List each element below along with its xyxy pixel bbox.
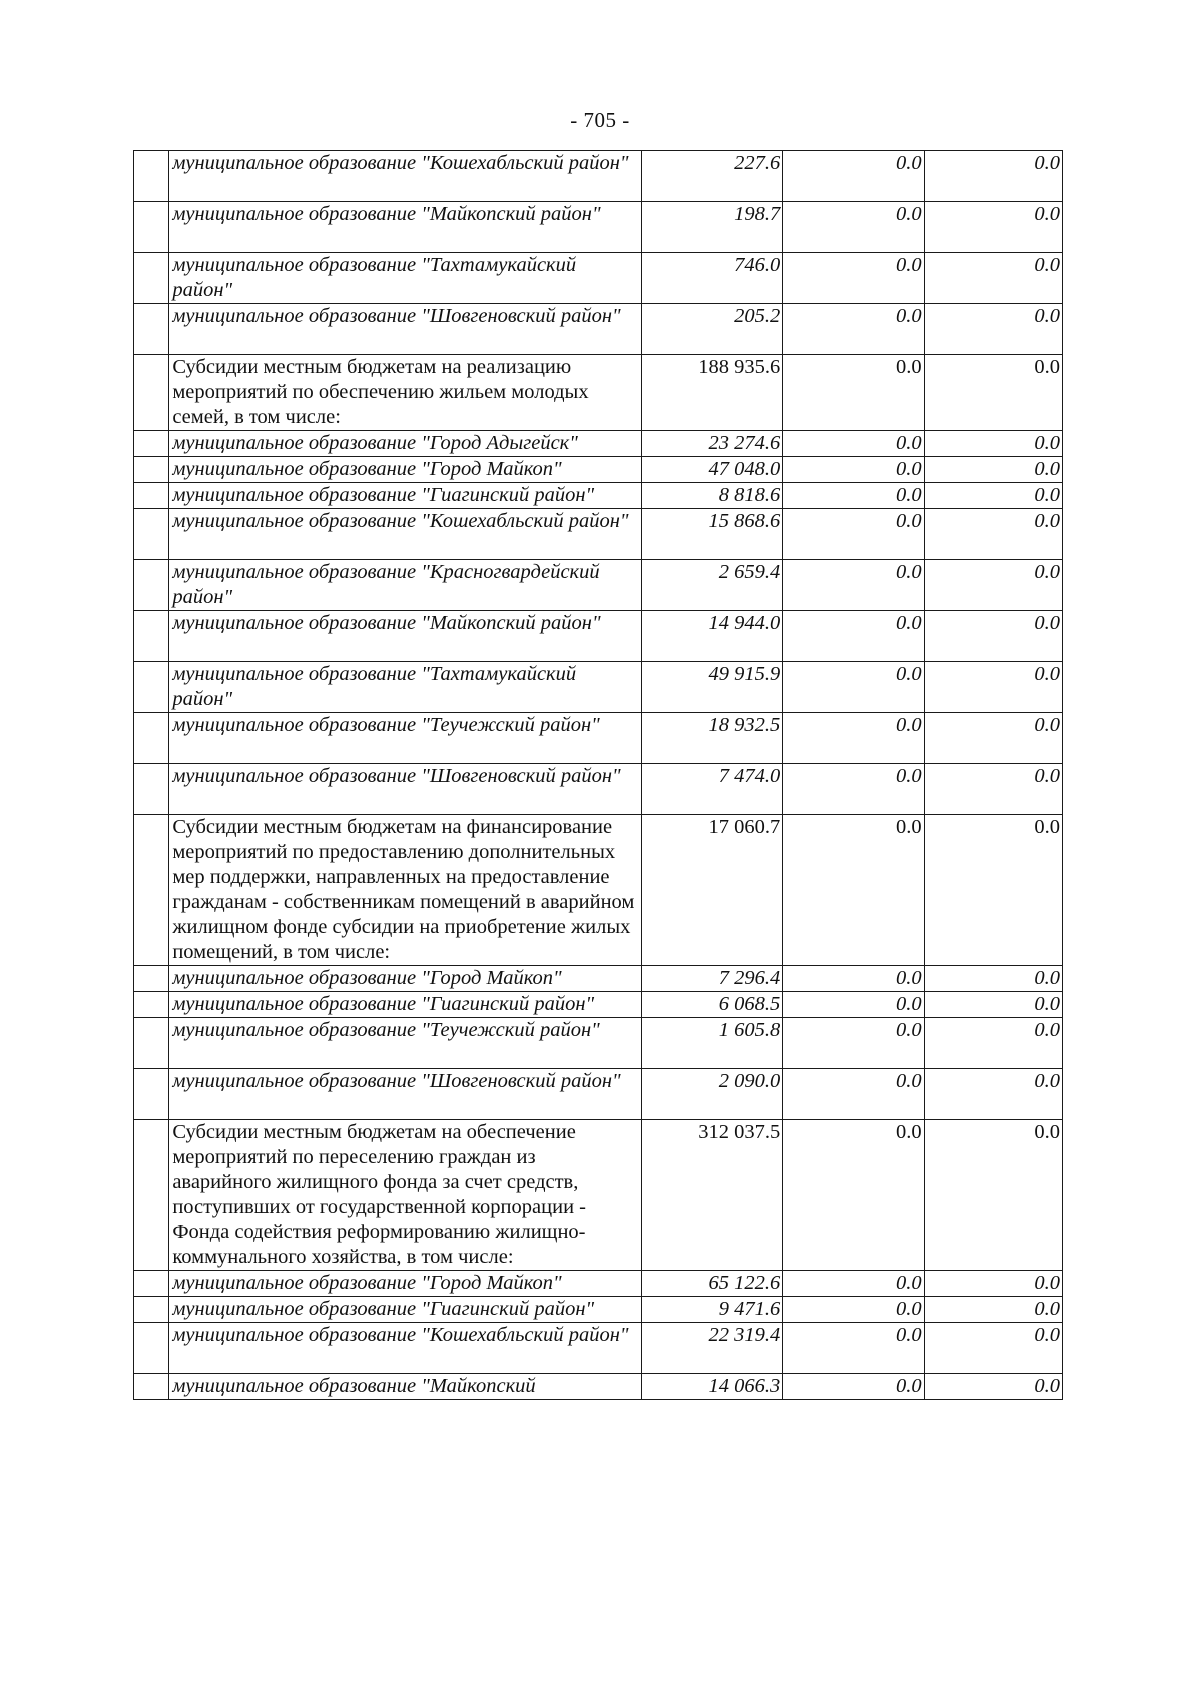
table-row: [134, 1069, 1063, 1120]
row-value-cell-3: 0.0: [924, 457, 1062, 483]
row-value-cell-1: 15 868.6: [641, 509, 782, 560]
row-name-cell: муниципальное образование "Шовгеновский район": [169, 304, 642, 355]
row-index-cell: [134, 431, 169, 457]
table-row: [134, 304, 1063, 355]
row-name-cell: муниципальное образование "Город Майкоп": [169, 457, 642, 483]
row-index-cell: [134, 457, 169, 483]
row-value-cell-1: 47 048.0: [641, 457, 782, 483]
row-value-cell-1: 312 037.5: [641, 1120, 782, 1271]
row-value-cell-1: 7 296.4: [641, 966, 782, 992]
row-name-cell: муниципальное образование "Тахтамукайский район": [169, 662, 642, 713]
row-name-cell: Субсидии местным бюджетам на финансирование мероприятий по предоставлению дополнительных мер поддержки, направленных на предоставление гражданам - собственникам помещений в аварийном жилищном фонде субсидии на приобретение жилых помещений, в том числе:: [169, 815, 642, 966]
row-value-cell-3: 0.0: [924, 1018, 1062, 1069]
row-value-cell-3: 0.0: [924, 304, 1062, 355]
table-row: [134, 457, 1063, 483]
row-value-cell-3: 0.0: [924, 560, 1062, 611]
row-value-cell-3: 0.0: [924, 355, 1062, 431]
row-name-cell: муниципальное образование "Город Адыгейск": [169, 431, 642, 457]
row-value-cell-1: 7 474.0: [641, 764, 782, 815]
row-value-cell-2: 0.0: [783, 662, 924, 713]
row-value-cell-1: 227.6: [641, 151, 782, 202]
row-value-cell-2: 0.0: [783, 611, 924, 662]
row-value-cell-1: 17 060.7: [641, 815, 782, 966]
row-value-cell-2: 0.0: [783, 713, 924, 764]
row-value-cell-2: 0.0: [783, 1069, 924, 1120]
row-value-cell-2: 0.0: [783, 560, 924, 611]
row-value-cell-3: 0.0: [924, 966, 1062, 992]
row-index-cell: [134, 509, 169, 560]
row-name-cell: муниципальное образование "Гиагинский район": [169, 992, 642, 1018]
row-name-cell: муниципальное образование "Шовгеновский район": [169, 764, 642, 815]
row-value-cell-2: 0.0: [783, 483, 924, 509]
row-index-cell: [134, 1374, 169, 1400]
row-value-cell-3: 0.0: [924, 1297, 1062, 1323]
row-index-cell: [134, 1271, 169, 1297]
row-name-cell: муниципальное образование "Тахтамукайский район": [169, 253, 642, 304]
table-row: [134, 764, 1063, 815]
table-row: [134, 1120, 1063, 1271]
table-row: [134, 713, 1063, 764]
row-value-cell-2: 0.0: [783, 1374, 924, 1400]
budget-table: [133, 150, 1063, 1400]
row-value-cell-3: 0.0: [924, 815, 1062, 966]
table-row: [134, 1374, 1063, 1400]
row-value-cell-2: 0.0: [783, 509, 924, 560]
row-value-cell-2: 0.0: [783, 1120, 924, 1271]
table-row: [134, 560, 1063, 611]
row-index-cell: [134, 764, 169, 815]
row-value-cell-3: 0.0: [924, 611, 1062, 662]
row-value-cell-2: 0.0: [783, 253, 924, 304]
row-value-cell-1: 22 319.4: [641, 1323, 782, 1374]
row-value-cell-2: 0.0: [783, 151, 924, 202]
table-row: [134, 253, 1063, 304]
row-index-cell: [134, 1120, 169, 1271]
row-name-cell: муниципальное образование "Гиагинский район": [169, 483, 642, 509]
row-value-cell-1: 18 932.5: [641, 713, 782, 764]
row-value-cell-2: 0.0: [783, 202, 924, 253]
row-value-cell-3: 0.0: [924, 713, 1062, 764]
row-name-cell: муниципальное образование "Теучежский район": [169, 713, 642, 764]
row-value-cell-2: 0.0: [783, 1297, 924, 1323]
table-row: [134, 1323, 1063, 1374]
table-row: [134, 202, 1063, 253]
row-index-cell: [134, 483, 169, 509]
table-row: [134, 1297, 1063, 1323]
row-value-cell-1: 6 068.5: [641, 992, 782, 1018]
row-value-cell-3: 0.0: [924, 662, 1062, 713]
table-row: [134, 815, 1063, 966]
row-value-cell-3: 0.0: [924, 483, 1062, 509]
row-value-cell-2: 0.0: [783, 815, 924, 966]
row-index-cell: [134, 662, 169, 713]
row-value-cell-3: 0.0: [924, 1323, 1062, 1374]
row-index-cell: [134, 815, 169, 966]
table-row: [134, 1271, 1063, 1297]
table-row: [134, 966, 1063, 992]
table-row: [134, 151, 1063, 202]
table-row: [134, 509, 1063, 560]
row-value-cell-1: 14 066.3: [641, 1374, 782, 1400]
table-row: [134, 483, 1063, 509]
row-value-cell-3: 0.0: [924, 1120, 1062, 1271]
row-value-cell-2: 0.0: [783, 992, 924, 1018]
row-index-cell: [134, 304, 169, 355]
row-index-cell: [134, 1018, 169, 1069]
table-body: [134, 151, 1063, 1400]
row-value-cell-3: 0.0: [924, 509, 1062, 560]
table-row: [134, 662, 1063, 713]
row-name-cell: муниципальное образование "Теучежский район": [169, 1018, 642, 1069]
row-index-cell: [134, 253, 169, 304]
row-value-cell-3: 0.0: [924, 1069, 1062, 1120]
row-name-cell: муниципальное образование "Кошехабльский район": [169, 1323, 642, 1374]
row-value-cell-3: 0.0: [924, 151, 1062, 202]
row-value-cell-1: 2 659.4: [641, 560, 782, 611]
table-row: [134, 431, 1063, 457]
row-name-cell: Субсидии местным бюджетам на обеспечение мероприятий по переселению граждан из аварийного жилищного фонда за счет средств, поступивших от государственной корпорации - Фонда содействия реформированию жилищно-коммунального хозяйства, в том числе:: [169, 1120, 642, 1271]
table-row: [134, 355, 1063, 431]
table-row: [134, 1018, 1063, 1069]
row-name-cell: муниципальное образование "Гиагинский район": [169, 1297, 642, 1323]
row-value-cell-2: 0.0: [783, 764, 924, 815]
row-value-cell-2: 0.0: [783, 431, 924, 457]
row-value-cell-1: 8 818.6: [641, 483, 782, 509]
row-index-cell: [134, 611, 169, 662]
row-value-cell-2: 0.0: [783, 355, 924, 431]
row-index-cell: [134, 560, 169, 611]
row-value-cell-3: 0.0: [924, 1271, 1062, 1297]
row-name-cell: муниципальное образование "Кошехабльский район": [169, 151, 642, 202]
table-row: [134, 611, 1063, 662]
row-value-cell-1: 2 090.0: [641, 1069, 782, 1120]
row-index-cell: [134, 1323, 169, 1374]
row-index-cell: [134, 355, 169, 431]
row-name-cell: Субсидии местным бюджетам на реализацию мероприятий по обеспечению жильем молодых семей, в том числе:: [169, 355, 642, 431]
row-index-cell: [134, 1297, 169, 1323]
row-name-cell: муниципальное образование "Майкопский: [169, 1374, 642, 1400]
row-value-cell-3: 0.0: [924, 1374, 1062, 1400]
row-index-cell: [134, 202, 169, 253]
row-value-cell-1: 746.0: [641, 253, 782, 304]
row-name-cell: муниципальное образование "Майкопский район": [169, 611, 642, 662]
row-name-cell: муниципальное образование "Красногвардейский район": [169, 560, 642, 611]
row-value-cell-3: 0.0: [924, 202, 1062, 253]
row-name-cell: муниципальное образование "Майкопский район": [169, 202, 642, 253]
page-number: - 705 -: [570, 108, 630, 132]
row-value-cell-2: 0.0: [783, 1018, 924, 1069]
row-name-cell: муниципальное образование "Город Майкоп": [169, 1271, 642, 1297]
row-value-cell-1: 198.7: [641, 202, 782, 253]
row-value-cell-1: 205.2: [641, 304, 782, 355]
row-value-cell-1: 49 915.9: [641, 662, 782, 713]
row-value-cell-1: 188 935.6: [641, 355, 782, 431]
row-value-cell-1: 9 471.6: [641, 1297, 782, 1323]
row-index-cell: [134, 966, 169, 992]
row-name-cell: муниципальное образование "Город Майкоп": [169, 966, 642, 992]
row-value-cell-2: 0.0: [783, 1271, 924, 1297]
row-value-cell-2: 0.0: [783, 457, 924, 483]
row-value-cell-3: 0.0: [924, 764, 1062, 815]
row-index-cell: [134, 992, 169, 1018]
row-index-cell: [134, 1069, 169, 1120]
row-value-cell-1: 1 605.8: [641, 1018, 782, 1069]
row-name-cell: муниципальное образование "Шовгеновский район": [169, 1069, 642, 1120]
row-value-cell-2: 0.0: [783, 966, 924, 992]
row-value-cell-3: 0.0: [924, 253, 1062, 304]
row-index-cell: [134, 151, 169, 202]
row-value-cell-1: 14 944.0: [641, 611, 782, 662]
row-value-cell-1: 23 274.6: [641, 431, 782, 457]
row-value-cell-3: 0.0: [924, 431, 1062, 457]
table-row: [134, 992, 1063, 1018]
row-value-cell-3: 0.0: [924, 992, 1062, 1018]
row-value-cell-2: 0.0: [783, 304, 924, 355]
row-value-cell-1: 65 122.6: [641, 1271, 782, 1297]
row-value-cell-2: 0.0: [783, 1323, 924, 1374]
row-name-cell: муниципальное образование "Кошехабльский район": [169, 509, 642, 560]
row-index-cell: [134, 713, 169, 764]
